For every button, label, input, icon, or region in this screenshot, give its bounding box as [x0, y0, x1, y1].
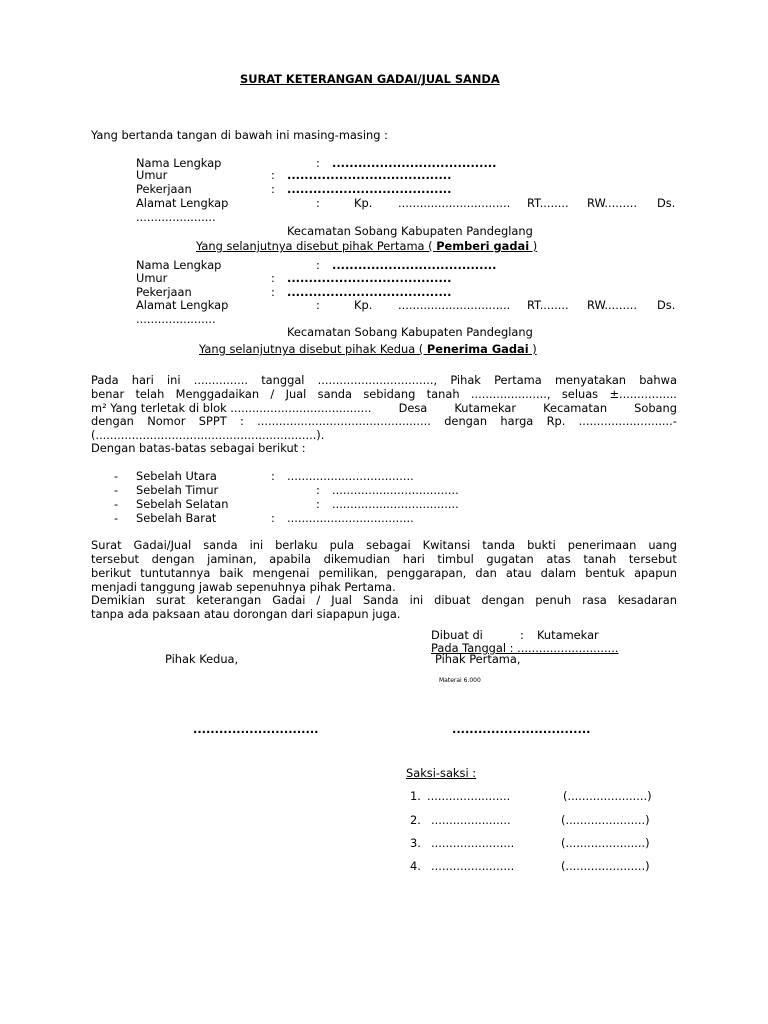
list-dash: -: [114, 469, 119, 483]
word: dengan: [481, 593, 525, 607]
para1-line5: (.............................................................).: [91, 428, 325, 442]
word: ini: [249, 538, 264, 552]
word: Kecamatan: [543, 401, 608, 415]
para2-line1: [91, 538, 677, 552]
p1-alamat-colon: :: [316, 196, 320, 210]
p1-umur-value: ......................................: [287, 168, 452, 182]
word: Desa: [398, 401, 428, 415]
word: Kwitansi: [422, 538, 471, 552]
word: Jual: [285, 387, 307, 401]
witness-name: .......................: [431, 859, 515, 873]
p2-alamat-rt: RT........: [527, 298, 569, 312]
word: Rp.: [546, 414, 566, 428]
word: rasa: [582, 593, 607, 607]
p2-alamat-dots2: ......................: [136, 312, 216, 326]
word: dibuat: [434, 593, 471, 607]
p1-umur-label: Umur: [136, 168, 168, 182]
p1-umur-colon: :: [271, 168, 275, 182]
word: menyatakan: [554, 373, 627, 387]
word: uang: [648, 538, 677, 552]
word: :: [239, 414, 244, 428]
word: atau: [505, 566, 532, 580]
word: tuntutannya: [140, 566, 211, 580]
word: ini: [166, 373, 181, 387]
p1-nama-label: Nama Lengkap: [136, 156, 222, 170]
word: keterangan: [196, 593, 262, 607]
witness-number: 2.: [410, 813, 421, 827]
word: penggarapan,: [386, 566, 467, 580]
word: Gadai: [272, 593, 306, 607]
dibuat-value: Kutamekar: [537, 628, 599, 642]
list-dash: -: [114, 497, 119, 511]
witness-name: .......................: [427, 789, 511, 803]
word: sanda: [317, 387, 353, 401]
word: berlaku: [275, 538, 318, 552]
p1-pekerjaan-label: Pekerjaan: [136, 182, 192, 196]
word: benar: [91, 387, 125, 401]
boundary-colon: :: [316, 483, 320, 497]
p2-nama-colon: :: [316, 258, 320, 272]
p2-designation: Yang selanjutnya disebut pihak Kedua ( Penerima Gadai ): [199, 342, 537, 356]
materai-label: Materai 6.000: [439, 677, 481, 684]
dibuat-label: Dibuat di: [431, 628, 483, 642]
p2-alamat-rw: RW.........: [587, 298, 637, 312]
word: timbul: [437, 552, 474, 566]
p1-alamat-rt: RT........: [527, 196, 569, 210]
word: gugatan: [486, 552, 534, 566]
word: apapun: [634, 566, 677, 580]
word: ..........................-: [578, 414, 677, 428]
word: Pertama: [494, 373, 542, 387]
boundary-value: ...................................: [287, 469, 414, 483]
word: Pihak: [450, 373, 481, 387]
word: harga: [500, 414, 534, 428]
para2-line2: [91, 552, 677, 566]
boundary-label: Sebelah Selatan: [136, 497, 229, 511]
p1-pekerjaan-value: ......................................: [287, 182, 452, 196]
word: hari: [402, 552, 425, 566]
p1-alamat-rw: RW.........: [587, 196, 637, 210]
word: bentuk: [585, 566, 625, 580]
word: dan: [475, 566, 497, 580]
word: tersebut: [628, 552, 677, 566]
word: bahwa: [639, 373, 677, 387]
pada-tanggal: Pada Tanggal : ............................: [431, 641, 619, 655]
word: pemilikan,: [318, 566, 378, 580]
signature-line-left: .............................: [193, 722, 319, 736]
para2-line3: [91, 566, 677, 580]
word: penuh: [535, 593, 572, 607]
intro-text: Yang bertanda tangan di bawah ini masing-masing :: [91, 128, 388, 142]
word: ini: [409, 593, 424, 607]
witness-number: 4.: [410, 859, 421, 873]
pihak-kedua-label: Pihak Kedua,: [165, 652, 239, 666]
witness-name: ......................: [431, 813, 511, 827]
word: SPPT: [198, 414, 227, 428]
p2-alamat-ds: Ds.: [657, 298, 676, 312]
word: pula: [329, 538, 355, 552]
word: surat: [155, 593, 186, 607]
boundary-value: ...................................: [332, 497, 459, 511]
word: dikemudian: [323, 552, 391, 566]
boundary-label: Sebelah Barat: [136, 511, 217, 525]
signature-line-right: ................................: [452, 722, 591, 736]
witness-name: .......................: [431, 836, 515, 850]
word: atas: [546, 552, 571, 566]
word: sanda: [203, 538, 238, 552]
para1-line2: [91, 387, 677, 401]
boundary-label: Sebelah Utara: [136, 469, 217, 483]
boundary-colon: :: [316, 497, 320, 511]
word: Gadai/Jual: [133, 538, 192, 552]
word: apabila: [269, 552, 311, 566]
para2-line6: tanpa ada paksaan atau dorongan dari siapapun juga.: [91, 607, 401, 621]
witness-signature: (......................): [561, 859, 650, 873]
witness-signature: (......................): [561, 836, 650, 850]
dibuat-colon: :: [520, 628, 524, 642]
word: Kutamekar: [454, 401, 517, 415]
word: Sobang: [634, 401, 677, 415]
boundary-colon: :: [271, 469, 275, 483]
witness-heading: Saksi-saksi :: [406, 766, 477, 780]
word: Demikian: [91, 593, 145, 607]
word: Pada: [91, 373, 119, 387]
pihak-pertama-label: Pihak Pertama,: [435, 652, 521, 666]
para2-line5: [91, 593, 677, 607]
word: tanda: [482, 538, 516, 552]
word: ................................,: [317, 373, 438, 387]
word: .....................,: [470, 387, 551, 401]
word: ................................................: [257, 414, 431, 428]
p1-nama-value: ......................................: [332, 156, 497, 170]
word: ±................: [609, 387, 677, 401]
word: dengan: [151, 552, 195, 566]
p2-nama-value: ......................................: [332, 258, 497, 272]
p2-umur-label: Umur: [136, 271, 168, 285]
list-dash: -: [114, 483, 119, 497]
para1-line1: [91, 373, 677, 387]
p1-nama-colon: :: [316, 156, 320, 170]
p2-alamat-label: Alamat Lengkap: [136, 298, 229, 312]
p1-designation: Yang selanjutnya disebut pihak Pertama ( Pemberi gadai ): [196, 239, 538, 253]
word: Surat: [91, 538, 122, 552]
word: bukti: [527, 538, 556, 552]
witness-signature: (......................): [561, 813, 650, 827]
boundary-value: ...................................: [332, 483, 459, 497]
word: Nomor: [147, 414, 186, 428]
word: sebagai: [366, 538, 411, 552]
word: penerimaan: [567, 538, 637, 552]
word: dengan: [91, 414, 134, 428]
word: /: [270, 387, 275, 401]
word: m² Yang terletak di blok .......................................: [91, 401, 372, 415]
word: sebidang: [363, 387, 416, 401]
para1-line6: Dengan batas-batas sebagai berikut :: [91, 441, 306, 455]
p1-alamat-kp-dots: ...............................: [398, 196, 511, 210]
p1-alamat-kp: Kp.: [354, 196, 373, 210]
word: Menggadaikan: [175, 387, 260, 401]
p1-kecamatan: Kecamatan Sobang Kabupaten Pandeglang: [287, 224, 533, 238]
p1-alamat-dots2: ......................: [136, 210, 216, 224]
para1-line4: [91, 414, 677, 428]
p2-pekerjaan-value: ......................................: [287, 285, 452, 299]
p2-alamat-kp: Kp.: [354, 298, 373, 312]
word: tanggal: [261, 373, 305, 387]
p2-pekerjaan-label: Pekerjaan: [136, 285, 192, 299]
p1-pekerjaan-colon: :: [271, 182, 275, 196]
word: Jual: [331, 593, 352, 607]
word: berikut: [91, 566, 132, 580]
p2-pekerjaan-colon: :: [271, 285, 275, 299]
word: telah: [135, 387, 165, 401]
word: jaminan,: [207, 552, 257, 566]
boundary-colon: :: [271, 511, 275, 525]
p2-umur-value: ......................................: [287, 271, 452, 285]
p1-alamat-label: Alamat Lengkap: [136, 196, 229, 210]
word: /: [316, 593, 321, 607]
p2-alamat-colon: :: [316, 298, 320, 312]
word: dengan: [444, 414, 488, 428]
p2-umur-colon: :: [271, 271, 275, 285]
p2-alamat-kp-dots: ...............................: [398, 298, 511, 312]
boundary-value: ...................................: [287, 511, 414, 525]
word: dalam: [540, 566, 577, 580]
word: tanah: [583, 552, 617, 566]
word: tersebut: [91, 552, 140, 566]
p2-nama-label: Nama Lengkap: [136, 258, 222, 272]
word: kesadaran: [617, 593, 677, 607]
witness-number: 3.: [410, 836, 421, 850]
word: ...............: [193, 373, 249, 387]
witness-number: 1.: [410, 789, 421, 803]
document-title: SURAT KETERANGAN GADAI/JUAL SANDA: [240, 72, 500, 86]
para2-line4: menjadi tanggung jawab sepenuhnya pihak Pertama.: [91, 580, 396, 594]
word: hari: [131, 373, 154, 387]
word: mengenai: [252, 566, 310, 580]
p1-alamat-ds: Ds.: [657, 196, 676, 210]
word: baik: [219, 566, 244, 580]
word: Sanda: [362, 593, 399, 607]
para1-line3: [91, 401, 677, 415]
word: tanah: [426, 387, 460, 401]
word: seluas: [561, 387, 599, 401]
p2-kecamatan: Kecamatan Sobang Kabupaten Pandeglang: [287, 325, 533, 339]
list-dash: -: [114, 511, 119, 525]
witness-signature: (......................): [563, 789, 652, 803]
boundary-label: Sebelah Timur: [136, 483, 219, 497]
